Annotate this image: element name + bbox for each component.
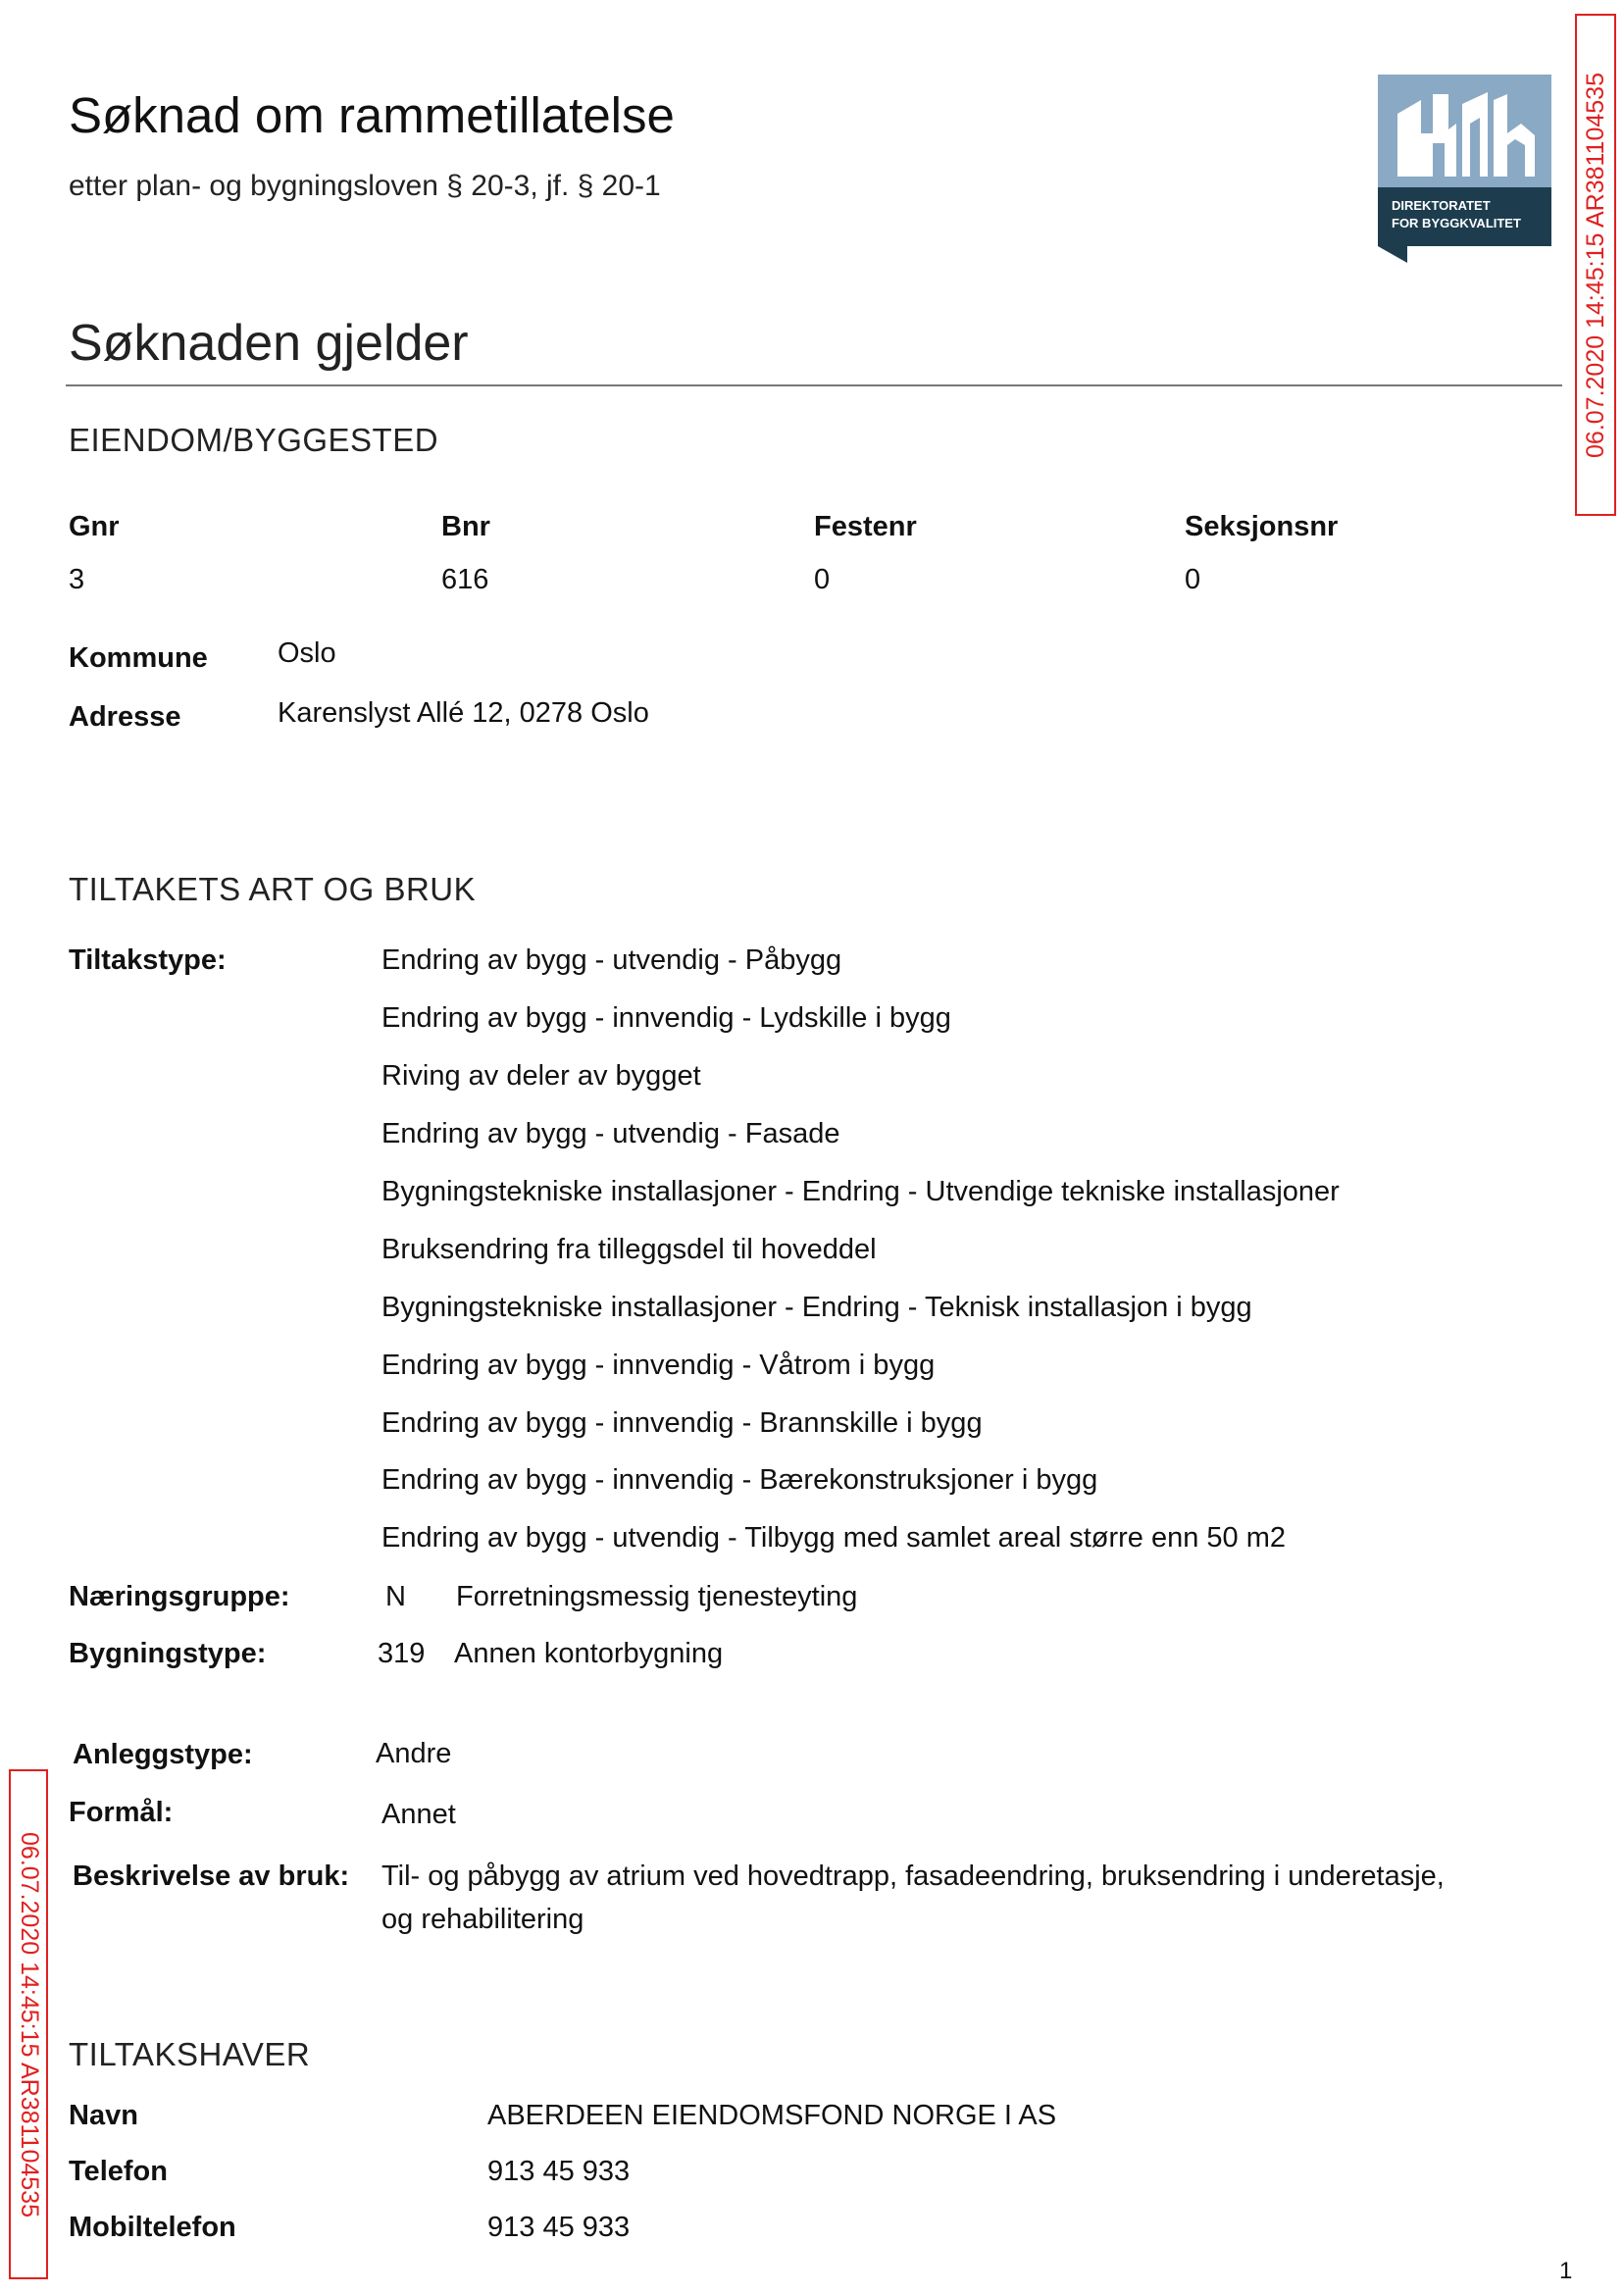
value-bnr: 616 xyxy=(441,564,489,595)
value-seksjonsnr: 0 xyxy=(1185,564,1201,595)
label-festenr: Festenr xyxy=(814,511,917,542)
dibk-logo-graphic xyxy=(1378,75,1551,263)
value-formal: Annet xyxy=(381,1799,456,1830)
label-naeringsgruppe: Næringsgruppe: xyxy=(69,1581,290,1612)
heading-eiendom: EIENDOM/BYGGESTED xyxy=(69,422,439,458)
label-bnr: Bnr xyxy=(441,511,490,542)
label-tiltakstype: Tiltakstype: xyxy=(69,944,227,976)
heading-tiltakshaver: TILTAKSHAVER xyxy=(69,2036,311,2072)
svg-text:DIREKTORATET: DIREKTORATET xyxy=(1392,198,1491,213)
value-kommune: Oslo xyxy=(278,637,336,669)
label-navn: Navn xyxy=(69,2100,138,2131)
page-title: Søknad om rammetillatelse xyxy=(69,87,675,143)
value-navn: ABERDEEN EIENDOMSFOND NORGE I AS xyxy=(487,2100,1057,2131)
bygningstype-value: Annen kontorbygning xyxy=(454,1638,724,1669)
tiltakstype-item: Endring av bygg - innvendig - Bærekonstruksjoner i bygg xyxy=(381,1464,1098,1496)
page-subtitle: etter plan- og bygningsloven § 20-3, jf. § 20-1 xyxy=(69,170,661,202)
date-stamp-top: 06.07.2020 14:45:15 AR381104535 xyxy=(1575,14,1616,516)
page-number: 1 xyxy=(1559,2258,1573,2284)
value-adresse: Karenslyst Allé 12, 0278 Oslo xyxy=(278,697,649,729)
dibk-logo xyxy=(1378,75,1551,263)
tiltakstype-item: Bruksendring fra tilleggsdel til hoveddel xyxy=(381,1234,877,1265)
label-mobiltelefon: Mobiltelefon xyxy=(69,2212,236,2243)
label-gnr: Gnr xyxy=(69,511,120,542)
bygningstype-code: 319 xyxy=(378,1638,426,1669)
tiltakstype-item: Endring av bygg - utvendig - Fasade xyxy=(381,1118,840,1149)
value-mobiltelefon: 913 45 933 xyxy=(487,2212,631,2243)
label-anleggstype: Anleggstype: xyxy=(73,1739,253,1770)
tiltakstype-item: Bygningstekniske installasjoner - Endring - Teknisk installasjon i bygg xyxy=(381,1292,1252,1323)
label-kommune: Kommune xyxy=(69,642,208,674)
date-stamp-left: 06.07.2020 14:45:15 AR381104535 xyxy=(9,1769,48,2279)
value-beskrivelse-line2: og rehabilitering xyxy=(381,1904,584,1935)
section-divider xyxy=(66,384,1562,386)
tiltakstype-item: Endring av bygg - utvendig - Påbygg xyxy=(381,944,842,976)
label-seksjonsnr: Seksjonsnr xyxy=(1185,511,1339,542)
value-anleggstype: Andre xyxy=(376,1738,452,1769)
tiltakstype-item: Endring av bygg - innvendig - Lydskille i bygg xyxy=(381,1002,951,1034)
value-telefon: 913 45 933 xyxy=(487,2156,631,2187)
value-beskrivelse-line1: Til- og påbygg av atrium ved hovedtrapp, fasadeendring, bruksendring i underetasje, xyxy=(381,1861,1445,1892)
label-adresse: Adresse xyxy=(69,701,181,733)
value-festenr: 0 xyxy=(814,564,831,595)
label-formal: Formål: xyxy=(69,1797,174,1828)
value-gnr: 3 xyxy=(69,564,85,595)
tiltakstype-item: Endring av bygg - innvendig - Våtrom i bygg xyxy=(381,1350,936,1381)
label-beskrivelse: Beskrivelse av bruk: xyxy=(73,1861,350,1892)
heading-tiltak: TILTAKETS ART OG BRUK xyxy=(69,871,477,907)
label-bygningstype: Bygningstype: xyxy=(69,1638,267,1669)
tiltakstype-item: Bygningstekniske installasjoner - Endring - Utvendige tekniske installasjoner xyxy=(381,1176,1340,1207)
label-telefon: Telefon xyxy=(69,2156,168,2187)
tiltakstype-item: Endring av bygg - innvendig - Brannskille i bygg xyxy=(381,1407,983,1439)
svg-text:FOR BYGGKVALITET: FOR BYGGKVALITET xyxy=(1392,216,1521,230)
tiltakstype-item: Endring av bygg - utvendig - Tilbygg med samlet areal større enn 50 m2 xyxy=(381,1522,1287,1554)
naeringsgruppe-code: N xyxy=(385,1581,406,1612)
tiltakstype-item: Riving av deler av bygget xyxy=(381,1060,701,1092)
naeringsgruppe-value: Forretningsmessig tjenesteyting xyxy=(456,1581,858,1612)
section-heading-soknaden: Søknaden gjelder xyxy=(69,315,469,372)
